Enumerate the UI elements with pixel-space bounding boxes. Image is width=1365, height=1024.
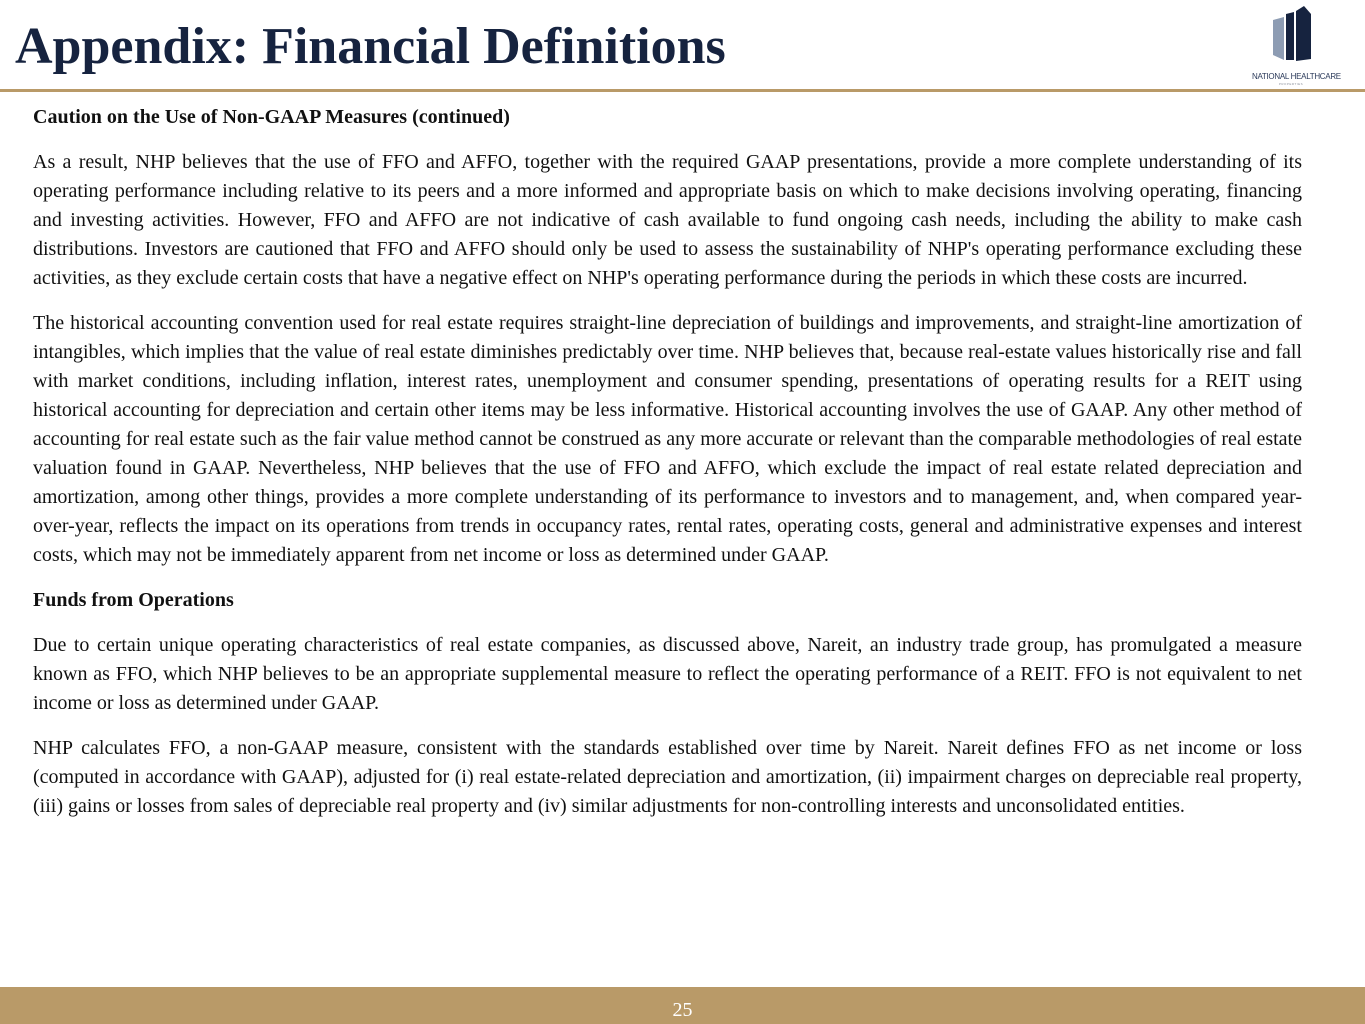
body-paragraph: The historical accounting convention used for real estate requires straight-line depreciation of buildings and improvements, and straight-line amortization of intangibles, which implies that the value of real estate diminishes predictably over time. NHP believes that, because real-estate values historically rise and fall with market conditions, including inflation, interest rates, unemployment and consumer spending, presentations of operating results for a REIT using historical accounting for depreciation and certain other items may be less informative. Historical accounting involves the use of GAAP. Any other method of accounting for real estate such as the fair value method cannot be construed as any more accurate or relevant than the comparable methodologies of real estate valuation found in GAAP. Nevertheless, NHP believes that the use of FFO and AFFO, which exclude the impact of real estate related depreciation and amortization, among other things, provides a more complete understanding of its performance to investors and to management, and, when compared year-over-year, reflects the impact on its operations from trends in occupancy rates, rental rates, operating costs, general and administrative expenses and interest costs, which may not be immediately apparent from net income or loss as determined under GAAP. (33, 312, 1302, 566)
footer-bar (0, 987, 1365, 1024)
company-logo (1252, 6, 1341, 86)
page-title: Appendix: Financial Definitions (15, 18, 726, 75)
logo-building-left (1273, 17, 1284, 60)
body-paragraph: Due to certain unique operating characteristics of real estate companies, as discussed above, Nareit, an industry trade group, has promulgated a measure known as FFO, which NHP believes to be an appropriate supplemental measure to reflect the operating performance of a REIT. FFO is not equivalent to net income or loss as determined under GAAP. (33, 634, 1302, 714)
buildings-logo-icon (1273, 6, 1311, 66)
body-paragraph: NHP calculates FFO, a non-GAAP measure, consistent with the standards established over time by Nareit. Nareit defines FFO as net income or loss (computed in accordance with GAAP), adjusted for (i) real estate-related depreciation and amortization, (ii) impairment charges on depreciable real property, (iii) gains or losses from sales of depreciable real property and (iv) similar adjustments for non-controlling interests and unconsolidated entities. (33, 737, 1302, 817)
header-divider (0, 89, 1365, 92)
logo-wordmark: NATIONAL HEALTHCARE (1252, 72, 1341, 81)
section-heading: Funds from Operations (33, 589, 234, 611)
content-body (33, 103, 1302, 837)
logo-building-center (1286, 12, 1294, 60)
body-paragraph: As a result, NHP believes that the use of FFO and AFFO, together with the required GAAP presentations, provide a more complete understanding of its operating performance including relative to its peers and a more informed and appropriate basis on which to make decisions involving operating, financing and investing activities. However, FFO and AFFO are not indicative of cash available to fund ongoing cash needs, including the ability to make cash distributions. Investors are cautioned that FFO and AFFO should only be used to assess the sustainability of NHP's operating performance excluding these activities, as they exclude certain costs that have a negative effect on NHP's operating performance during the periods in which these costs are incurred. (33, 151, 1302, 289)
logo-subtitle: PROPERTIES (1278, 82, 1304, 86)
section-heading: Caution on the Use of Non-GAAP Measures (continued) (33, 106, 510, 128)
page-number: 25 (672, 999, 693, 1021)
logo-building-right (1296, 6, 1311, 61)
